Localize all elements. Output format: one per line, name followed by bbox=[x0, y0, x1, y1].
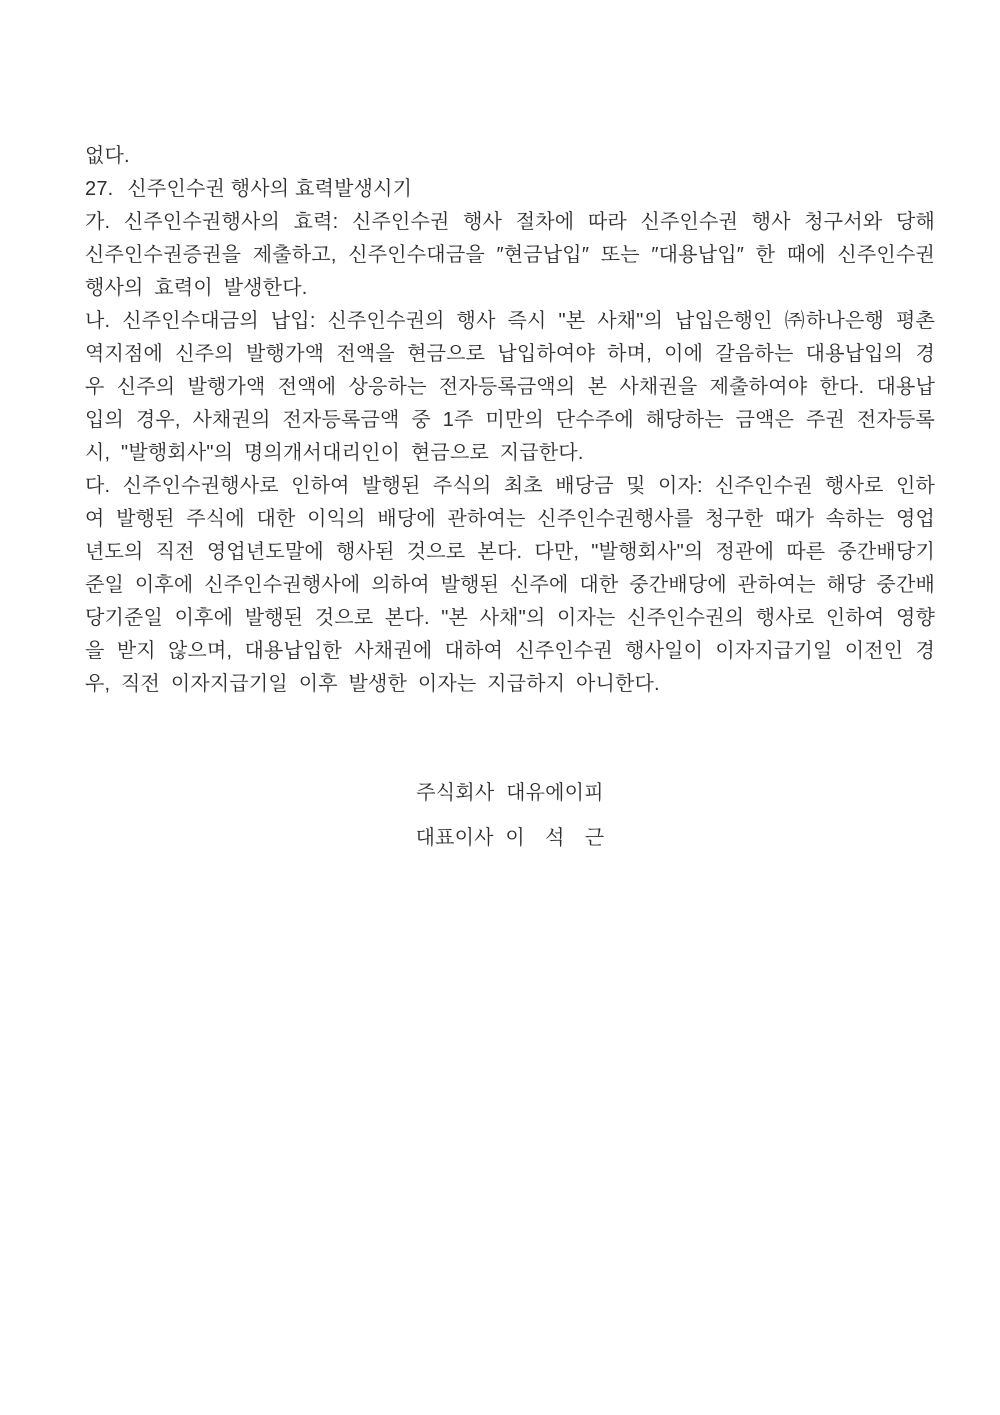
signature-block bbox=[85, 777, 935, 855]
section-heading bbox=[85, 173, 935, 206]
paragraph-subscription-payment: 나. 신주인수대금의 납입: 신주인수권의 행사 즉시 "본 사채"의 납입은행인 ㈜하나은행 평촌역지점에 신주의 발행가액 전액을 현금으로 납입하여야 하며, 이에 갈음하는 대용납입의 경우 신주의 발행가액 전액에 상응하는 전자등록금액의 본 사채권을 제출하여야 한다. 대용납입의 경우, 사채권의 전자등록금액 중 1주 미만의 단수주에 해당하는 금액은 주권 전자등록 시, "발행회사"의 명의개서대리인이 현금으로 지급한다. bbox=[85, 310, 935, 464]
document-content bbox=[85, 140, 935, 855]
signature-representative-name: 대표이사 이 석 근 bbox=[415, 827, 605, 849]
paragraph-warrant-effect: 가. 신주인수권행사의 효력: 신주인수권 행사 절차에 따라 신주인수권 행사 청구서와 당해 신주인수권증권을 제출하고, 신주인수대금을 ″현금납입″ 또는 ″대용납입″ 한 때에 신주인수권행사의 효력이 발생한다. bbox=[85, 211, 935, 299]
signature-company-name: 주식회사 대유에이피 bbox=[416, 782, 604, 804]
section-title: 신주인수권 행사의 효력발생시기 bbox=[127, 178, 413, 200]
intro-text: 없다. bbox=[85, 145, 130, 167]
paragraph-dividend-interest: 다. 신주인수권행사로 인하여 발행된 주식의 최초 배당금 및 이자: 신주인수권 행사로 인하여 발행된 주식에 대한 이익의 배당에 관하여는 신주인수권행사를 청구한 때가 속하는 영업년도의 직전 영업년도말에 행사된 것으로 본다. 다만, "발행회사"의 정관에 따른 중간배당기준일 이후에 신주인수권행사에 의하여 발행된 신주에 대한 중간배당에 관하여는 해당 중간배당기준일 이후에 발행된 것으로 본다. "본 사채"의 이자는 신주인수권의 행사로 인하여 영향을 받지 않으며, 대용납입한 사채권에 대하여 신주인수권 행사일이 이자지급기일 이전인 경우, 직전 이자지급기일 이후 발생한 이자는 지급하지 아니한다. bbox=[85, 475, 935, 695]
section-number: 27. bbox=[85, 178, 114, 200]
